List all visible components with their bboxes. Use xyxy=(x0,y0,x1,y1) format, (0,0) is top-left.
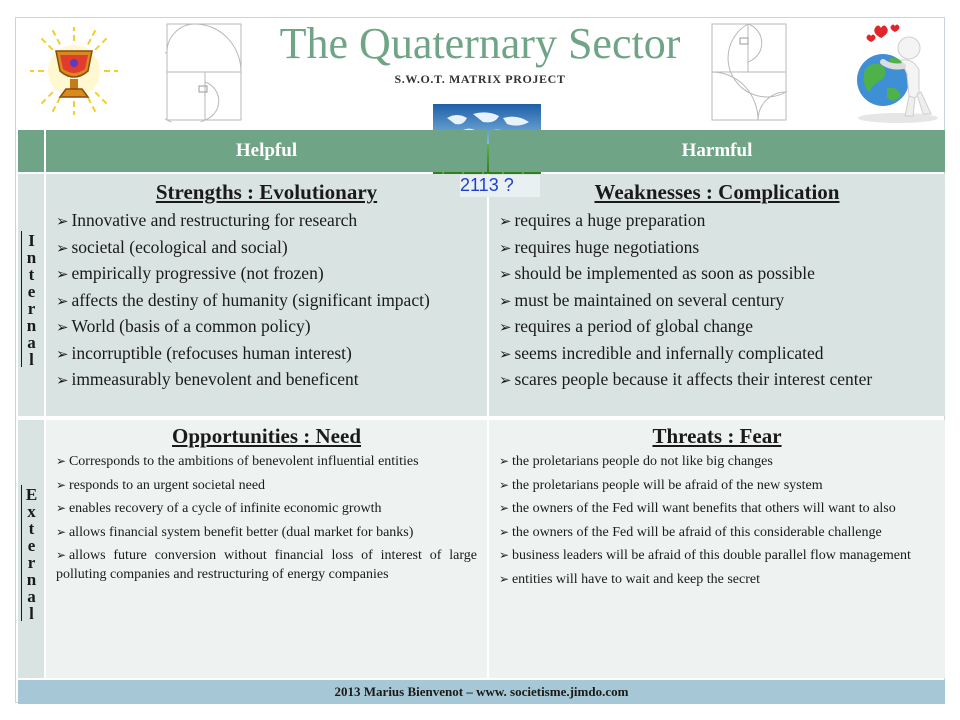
list-item xyxy=(56,208,477,235)
list-item xyxy=(56,235,477,262)
arrow-bullet-icon: ➢ xyxy=(56,238,69,257)
arrow-bullet-icon: ➢ xyxy=(499,371,512,389)
arrow-bullet-icon: ➢ xyxy=(56,477,66,492)
list-item-text: societal (ecological and social) xyxy=(71,236,288,257)
arrow-bullet-icon: ➢ xyxy=(499,344,512,363)
list-item xyxy=(499,570,935,590)
arrow-bullet-icon: ➢ xyxy=(499,571,509,586)
list-item-text: must be maintained on several century xyxy=(514,289,785,310)
year-badge: 2113 ? xyxy=(460,175,540,197)
list-item xyxy=(56,261,477,288)
list-item xyxy=(499,367,935,394)
list-item xyxy=(499,261,935,288)
list-item-text: requires huge negotiations xyxy=(514,236,700,257)
arrow-bullet-icon: ➢ xyxy=(499,524,509,539)
arrow-bullet-icon: ➢ xyxy=(56,344,69,363)
list-item xyxy=(499,499,935,519)
threats-title: Threats : Fear xyxy=(652,424,782,448)
list-item xyxy=(499,208,935,235)
strengths-title: Strengths : Evolutionary xyxy=(155,180,378,204)
list-item xyxy=(56,452,477,472)
list-item-text: Innovative and restructuring for research xyxy=(71,210,358,230)
list-item-text: allows financial system benefit better (dual market for banks) xyxy=(68,524,414,540)
list-item-text: affects the destiny of humanity (significant impact) xyxy=(71,289,430,310)
list-item-text: immeasurably benevolent and beneficent xyxy=(71,369,359,389)
list-item-text: should be implemented as soon as possible xyxy=(514,263,815,283)
list-item-text: business leaders will be afraid of this double parallel flow management xyxy=(511,548,911,564)
header-corner-cell xyxy=(18,130,44,172)
arrow-bullet-icon: ➢ xyxy=(499,212,512,230)
list-item xyxy=(499,314,935,341)
list-item-text: the owners of the Fed will be afraid of this considerable challenge xyxy=(511,524,882,540)
strengths-cell xyxy=(46,174,487,416)
strengths-list xyxy=(56,208,477,394)
weaknesses-cell xyxy=(489,174,945,416)
opportunities-title: Opportunities : Need xyxy=(172,424,361,448)
arrow-bullet-icon: ➢ xyxy=(56,524,66,539)
row-label-internal: Internal xyxy=(18,174,44,416)
list-item xyxy=(499,341,935,368)
list-item-text: the proletarians people will be afraid of the new system xyxy=(511,477,823,493)
weaknesses-title: Weaknesses : Complication xyxy=(594,180,840,204)
list-item-text: the owners of the Fed will want benefits that others will want to also xyxy=(511,501,896,517)
list-item xyxy=(56,314,477,341)
arrow-bullet-icon: ➢ xyxy=(499,291,512,310)
list-item xyxy=(499,476,935,496)
row-label-external: External xyxy=(18,420,44,678)
list-item-text: responds to an urgent societal need xyxy=(68,477,266,493)
arrow-bullet-icon: ➢ xyxy=(499,318,512,336)
arrow-bullet-icon: ➢ xyxy=(499,238,512,257)
grail-sun-icon xyxy=(22,25,126,117)
list-item xyxy=(56,476,477,496)
list-item-text: the proletarians people do not like big changes xyxy=(511,454,773,469)
arrow-bullet-icon: ➢ xyxy=(499,454,509,468)
list-item xyxy=(56,523,477,543)
list-item xyxy=(56,341,477,368)
list-item-text: scares people because it affects their interest center xyxy=(514,369,873,389)
list-item xyxy=(56,499,477,519)
list-item-text: empirically progressive (not frozen) xyxy=(71,263,324,283)
arrow-bullet-icon: ➢ xyxy=(56,501,66,516)
arrow-bullet-icon: ➢ xyxy=(499,501,509,516)
column-header-harmful: Harmful xyxy=(489,130,945,172)
list-item-text: enables recovery of a cycle of infinite economic growth xyxy=(68,501,382,517)
list-item xyxy=(499,288,935,315)
list-item xyxy=(56,288,477,315)
list-item xyxy=(56,546,477,584)
arrow-bullet-icon: ➢ xyxy=(56,212,69,230)
footer-credit: 2013 Marius Bienvenot – www. societisme.jimdo.com xyxy=(18,680,945,704)
arrow-bullet-icon: ➢ xyxy=(56,291,69,310)
opportunities-cell xyxy=(46,420,487,678)
page-title: The Quaternary Sector xyxy=(279,19,681,68)
list-item xyxy=(56,367,477,394)
list-item-text: seems incredible and infernally complicated xyxy=(514,342,824,363)
weaknesses-list xyxy=(499,208,935,394)
figure-hugging-globe-icon xyxy=(843,22,943,124)
arrow-bullet-icon: ➢ xyxy=(56,265,69,283)
arrow-bullet-icon: ➢ xyxy=(56,318,69,336)
arrow-bullet-icon: ➢ xyxy=(499,265,512,283)
arrow-bullet-icon: ➢ xyxy=(499,477,509,492)
list-item-text: entities will have to wait and keep the secret xyxy=(511,571,760,587)
list-item-text: allows future conversion without financial loss of interest of large polluting companies and restructuring of energy companies xyxy=(56,548,477,582)
list-item-text: Corresponds to the ambitions of benevolent influential entities xyxy=(68,454,419,469)
arrow-bullet-icon: ➢ xyxy=(56,548,66,563)
list-item-text: incorruptible (refocuses human interest) xyxy=(71,342,352,363)
list-item xyxy=(499,523,935,543)
column-header-helpful: Helpful xyxy=(46,130,487,172)
threats-cell xyxy=(489,420,945,678)
list-item xyxy=(499,235,935,262)
list-item xyxy=(499,452,935,472)
list-item-text: requires a huge preparation xyxy=(514,210,706,230)
arrow-bullet-icon: ➢ xyxy=(56,454,66,468)
list-item-text: World (basis of a common policy) xyxy=(71,316,311,336)
arrow-bullet-icon: ➢ xyxy=(56,371,69,389)
page-subtitle: S.W.O.T. MATRIX PROJECT xyxy=(394,72,566,86)
arrow-bullet-icon: ➢ xyxy=(499,548,509,563)
list-item xyxy=(499,546,935,566)
opportunities-list xyxy=(56,452,477,585)
list-item-text: requires a period of global change xyxy=(514,316,754,336)
threats-list xyxy=(499,452,935,590)
